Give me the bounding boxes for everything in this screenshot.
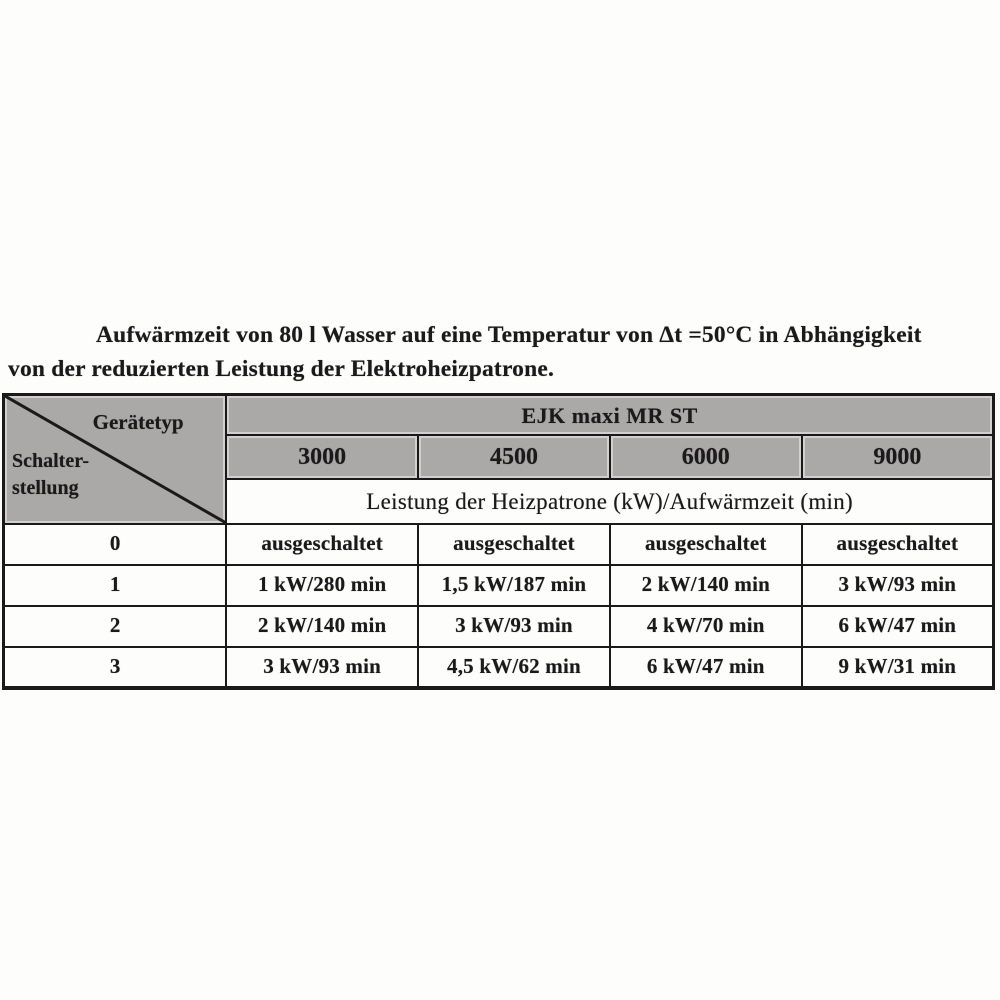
value-cell: 1 kW/280 min	[226, 565, 418, 606]
position-cell: 3	[4, 647, 227, 688]
table-row	[4, 647, 994, 688]
value-cell: 2 kW/140 min	[610, 565, 802, 606]
value-cell: 4 kW/70 min	[610, 606, 802, 647]
corner-label-schalterstellung	[12, 448, 89, 502]
value-cell: 3 kW/93 min	[418, 606, 610, 647]
table-row	[4, 606, 994, 647]
document-title	[8, 318, 994, 386]
title-line-1: Aufwärmzeit von 80 l Wasser auf eine Temperatur von Δt =50°C in Abhängigkeit	[96, 322, 922, 348]
value-cell: 4,5 kW/62 min	[418, 647, 610, 688]
corner-cell-inner	[5, 396, 225, 523]
model-header-6000: 6000	[610, 435, 802, 479]
model-header-4500: 4500	[418, 435, 610, 479]
value-cell: ausgeschaltet	[802, 524, 994, 565]
value-cell: 6 kW/47 min	[610, 647, 802, 688]
group-header-cell: EJK maxi MR ST	[226, 395, 993, 435]
table-row	[4, 565, 994, 606]
table-row	[4, 524, 994, 565]
heating-time-table	[2, 393, 995, 690]
value-cell: 9 kW/31 min	[802, 647, 994, 688]
value-cell: ausgeschaltet	[226, 524, 418, 565]
position-cell: 1	[4, 565, 227, 606]
corner-cell	[4, 395, 227, 524]
corner-label-line-2: stellung	[12, 477, 79, 499]
position-cell: 0	[4, 524, 227, 565]
value-cell: 3 kW/93 min	[802, 565, 994, 606]
value-cell: 3 kW/93 min	[226, 647, 418, 688]
table-row	[4, 395, 994, 435]
position-cell: 2	[4, 606, 227, 647]
corner-label-geraetetyp: Gerätetyp	[92, 410, 184, 434]
subheader-cell: Leistung der Heizpatrone (kW)/Aufwärmzeit (min)	[226, 479, 993, 524]
value-cell: 2 kW/140 min	[226, 606, 418, 647]
model-header-9000: 9000	[802, 435, 994, 479]
value-cell: 1,5 kW/187 min	[418, 565, 610, 606]
value-cell: ausgeschaltet	[418, 524, 610, 565]
corner-label-line-1: Schalter-	[12, 450, 90, 472]
model-header-3000: 3000	[226, 435, 418, 479]
value-cell: 6 kW/47 min	[802, 606, 994, 647]
value-cell: ausgeschaltet	[610, 524, 802, 565]
title-line-2: von der reduzierten Leistung der Elektroheizpatrone.	[8, 356, 555, 382]
